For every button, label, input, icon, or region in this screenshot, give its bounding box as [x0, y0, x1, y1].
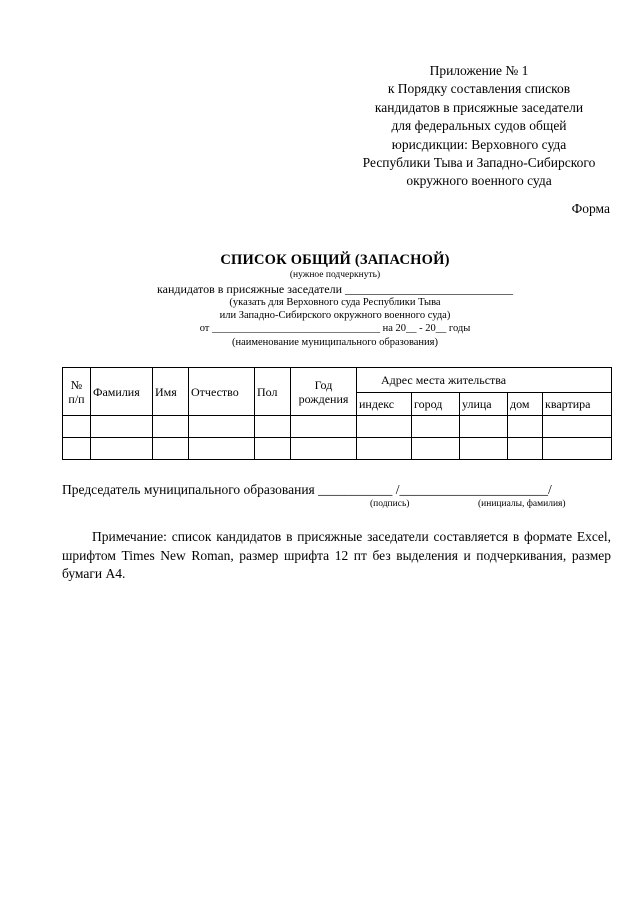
- candidates-table: [62, 367, 612, 460]
- signature-line: Председатель муниципального образования ___________ /______________________/: [62, 482, 552, 497]
- appendix-line-3: кандидатов в присяжные заседатели: [374, 99, 584, 115]
- appendix-line-6: Республики Тыва и Западно-Сибирского: [362, 155, 596, 171]
- col-header-address: Адрес места жительства: [357, 368, 612, 393]
- from-line: от ________________________________ на 20__ - 20__ годы: [199, 323, 471, 334]
- table-cell[interactable]: [189, 416, 255, 438]
- col-header-birth-year: Год рождения: [291, 368, 357, 416]
- table-cell[interactable]: [91, 416, 153, 438]
- table-cell[interactable]: [91, 438, 153, 460]
- col-header-sex: Пол: [255, 368, 291, 416]
- table-cell[interactable]: [412, 438, 460, 460]
- form-label: Форма: [571, 201, 610, 216]
- table-cell[interactable]: [153, 416, 189, 438]
- document-title: СПИСОК ОБЩИЙ (ЗАПАСНОЙ): [220, 252, 450, 268]
- table-cell[interactable]: [255, 416, 291, 438]
- court-hint-2: или Западно-Сибирского окружного военного суда): [219, 310, 451, 321]
- table-row: [63, 416, 612, 438]
- municipality-hint: (наименование муниципального образования): [231, 337, 439, 348]
- initials-hint: (инициалы, фамилия): [478, 499, 566, 509]
- appendix-line-4: для федеральных судов общей: [391, 118, 567, 134]
- table-cell[interactable]: [543, 438, 612, 460]
- appendix-line-7: окружного военного суда: [406, 173, 552, 189]
- signature-hint: (подпись): [370, 499, 410, 509]
- table-cell[interactable]: [63, 438, 91, 460]
- table-cell[interactable]: [543, 416, 612, 438]
- col-header-index: индекс: [357, 393, 412, 416]
- table-cell[interactable]: [357, 416, 412, 438]
- table-cell[interactable]: [508, 416, 543, 438]
- col-header-city: город: [412, 393, 460, 416]
- header-row-1: [63, 368, 612, 393]
- col-header-street: улица: [460, 393, 508, 416]
- table-cell[interactable]: [63, 416, 91, 438]
- court-hint-1: (указать для Верховного суда Республики Тыва: [229, 297, 441, 308]
- table-cell[interactable]: [508, 438, 543, 460]
- table-cell[interactable]: [291, 416, 357, 438]
- col-header-apartment: квартира: [543, 393, 612, 416]
- col-header-patronymic: Отчество: [189, 368, 255, 416]
- table-cell[interactable]: [291, 438, 357, 460]
- appendix-line-1: Приложение № 1: [429, 63, 529, 78]
- table-cell[interactable]: [412, 416, 460, 438]
- table-cell[interactable]: [189, 438, 255, 460]
- note-paragraph: Примечание: список кандидатов в присяжные заседатели составляется в формате Excel, шрифтом Times New Roman, размер шрифта 12 пт без выделения и подчеркивания, размер бумаги А4.: [62, 529, 611, 581]
- col-header-name: Имя: [153, 368, 189, 416]
- appendix-header: [330, 62, 628, 191]
- table-row: [63, 438, 612, 460]
- table-cell[interactable]: [255, 438, 291, 460]
- col-header-surname: Фамилия: [91, 368, 153, 416]
- appendix-line-5: юрисдикции: Верховного суда: [391, 136, 567, 152]
- table-cell[interactable]: [460, 416, 508, 438]
- appendix-line-2: к Порядку составления списков: [387, 81, 571, 97]
- title-hint: (нужное подчеркнуть): [289, 270, 381, 280]
- table-cell[interactable]: [357, 438, 412, 460]
- col-header-number: № п/п: [63, 368, 91, 416]
- table-cell[interactable]: [153, 438, 189, 460]
- candidates-line: кандидатов в присяжные заседатели ____________________________: [156, 282, 514, 296]
- col-header-house: дом: [508, 393, 543, 416]
- table-cell[interactable]: [460, 438, 508, 460]
